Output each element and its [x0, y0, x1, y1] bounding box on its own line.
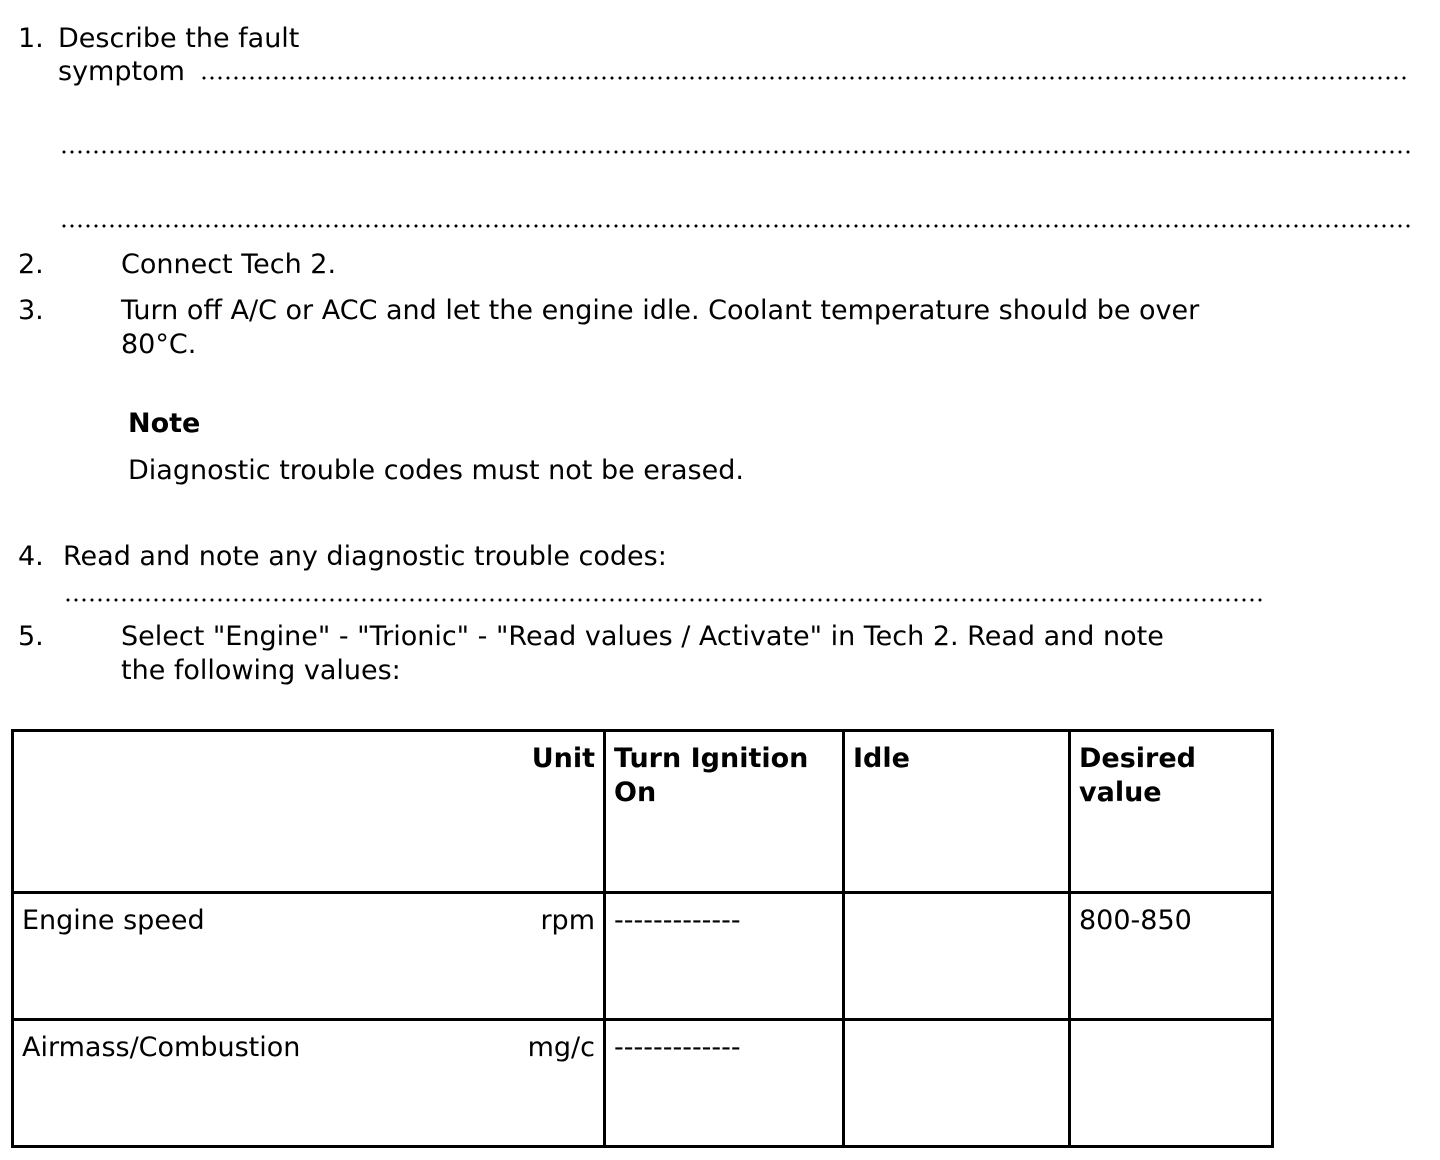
- note-title: Note: [128, 408, 201, 439]
- step-3-number: 3.: [18, 295, 44, 326]
- fill-in-line-symptom-1[interactable]: [200, 76, 1410, 80]
- row-ignition-on: -------------: [605, 893, 844, 1020]
- step-1-number: 1.: [18, 23, 44, 54]
- row-label: Engine speed: [22, 905, 205, 936]
- header-unit: Unit: [13, 731, 605, 893]
- step-5-text: Select "Engine" - "Trionic" - "Read values / Activate" in Tech 2. Read and note: [121, 621, 1164, 652]
- step-4-text: Read and note any diagnostic trouble codes:: [63, 541, 667, 572]
- row-idle-entry[interactable]: [844, 1020, 1070, 1147]
- header-turn-ignition-on: Turn Ignition On: [605, 731, 844, 893]
- values-table: [11, 729, 1274, 1148]
- table-row: [13, 893, 1273, 1020]
- row-desired-value: 800-850: [1070, 893, 1273, 1020]
- table-row: [13, 1020, 1273, 1147]
- row-label-cell: [13, 893, 605, 1020]
- fill-in-line-symptom-2[interactable]: [60, 150, 1410, 154]
- step-3-text: Turn off A/C or ACC and let the engine idle. Coolant temperature should be over: [121, 295, 1200, 326]
- fill-in-line-symptom-3[interactable]: [60, 224, 1410, 228]
- step-4-number: 4.: [18, 541, 44, 572]
- table-header-row: [13, 731, 1273, 893]
- row-idle-entry[interactable]: [844, 893, 1070, 1020]
- note-text: Diagnostic trouble codes must not be erased.: [128, 455, 744, 486]
- step-5-text-cont: the following values:: [121, 655, 401, 686]
- header-idle: Idle: [844, 731, 1070, 893]
- step-2-text: Connect Tech 2.: [121, 249, 337, 280]
- header-desired-value: Desired value: [1070, 731, 1273, 893]
- step-1-text-cont: symptom: [58, 56, 185, 87]
- step-2-number: 2.: [18, 249, 44, 280]
- row-ignition-on: -------------: [605, 1020, 844, 1147]
- step-1-text: Describe the fault: [58, 23, 300, 54]
- step-5-number: 5.: [18, 621, 44, 652]
- step-3-text-cont: 80°C.: [121, 329, 197, 360]
- row-desired-value: [1070, 1020, 1273, 1147]
- row-unit: rpm: [540, 905, 595, 936]
- row-unit: mg/c: [527, 1032, 595, 1063]
- row-label-cell: [13, 1020, 605, 1147]
- fill-in-line-trouble-codes[interactable]: [64, 598, 1264, 602]
- row-label: Airmass/Combustion: [22, 1032, 301, 1063]
